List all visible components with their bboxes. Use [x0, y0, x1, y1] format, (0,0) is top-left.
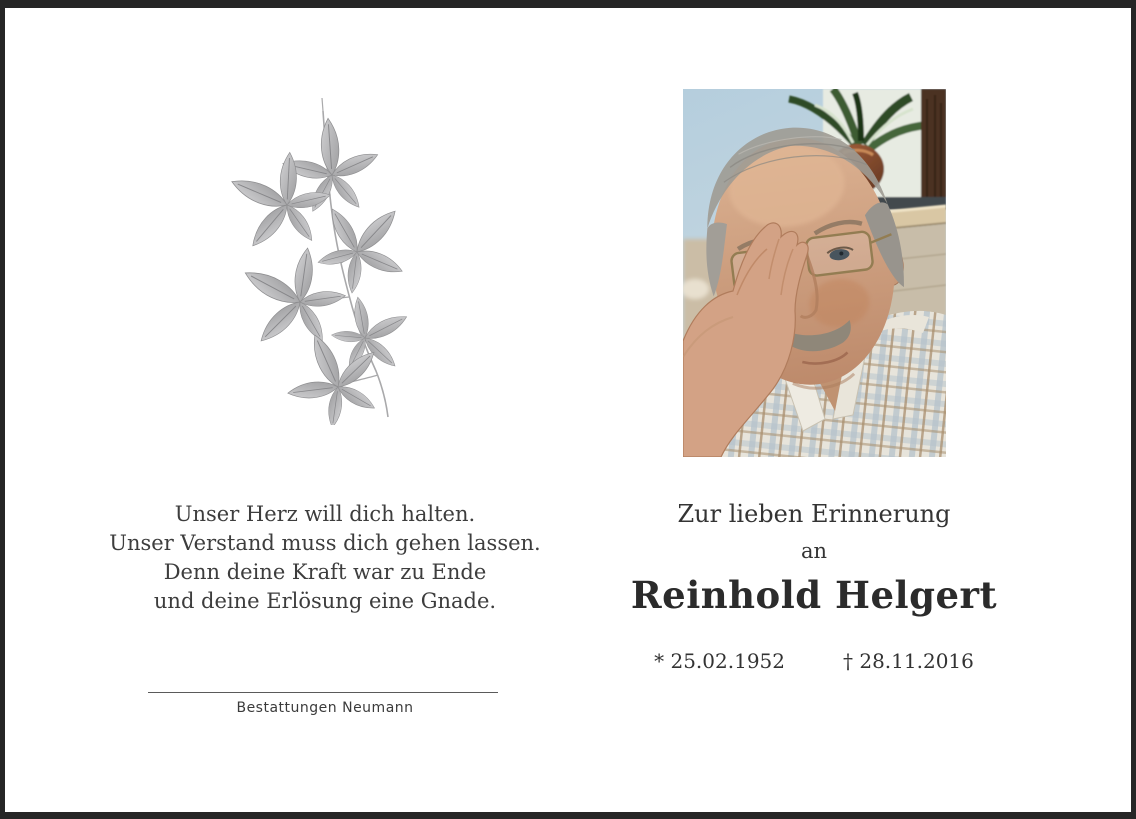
poem-line: und deine Erlösung eine Gnade. [153, 589, 497, 613]
death-date: † 28.11.2016 [843, 649, 974, 673]
birth-date: * 25.02.1952 [654, 649, 785, 673]
portrait-photo [683, 89, 946, 457]
poem-line: Unser Herz will dich halten. [174, 502, 476, 526]
life-dates [619, 649, 1009, 673]
memorial-preposition: an [800, 539, 828, 563]
signature-divider [148, 692, 498, 693]
memorial-intro: Zur lieben Erinnerung [677, 500, 951, 528]
poem [60, 500, 590, 616]
leaf-branch-illustration [210, 95, 440, 425]
deceased-name: Reinhold Helgert [630, 573, 998, 617]
poem-line: Denn deine Kraft war zu Ende [163, 560, 487, 584]
funeral-home-name: Bestattungen Neumann [236, 700, 414, 716]
poem-line: Unser Verstand muss dich gehen lassen. [109, 531, 541, 555]
memorial-card [5, 8, 1131, 812]
